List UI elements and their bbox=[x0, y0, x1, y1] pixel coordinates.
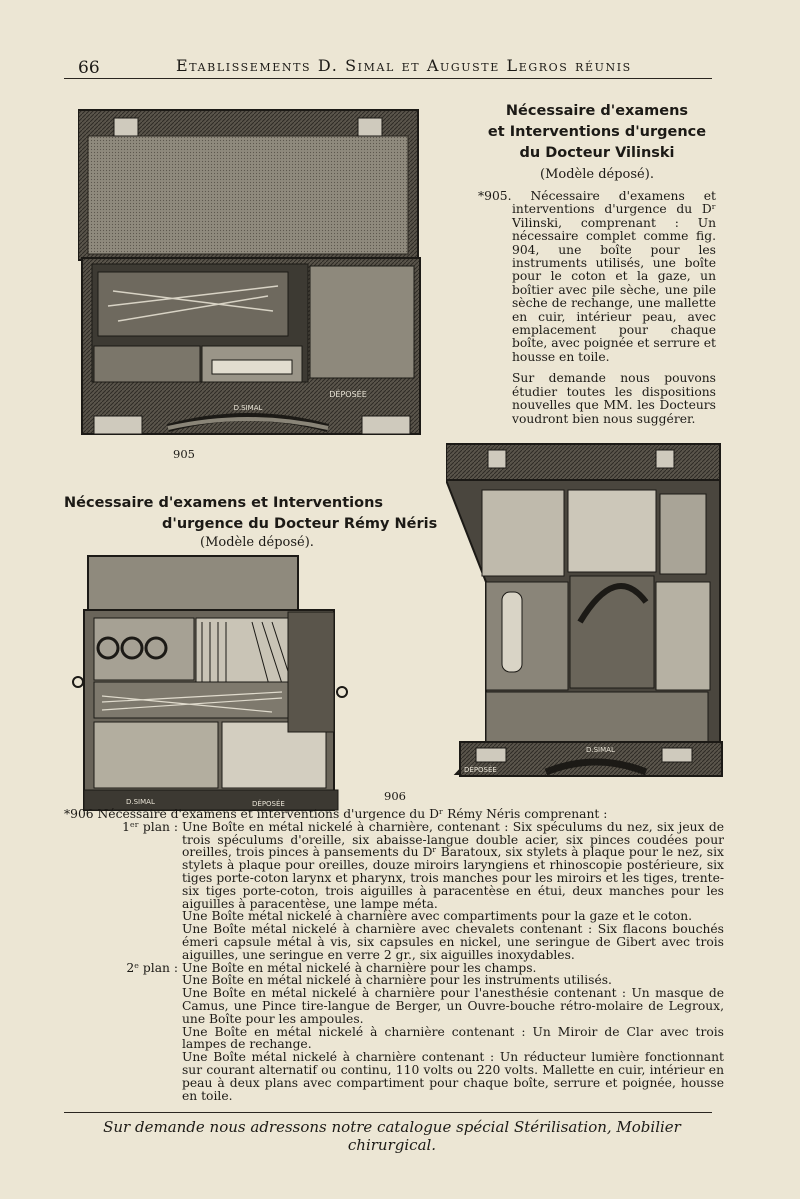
plan-2-item: Une Boîte en métal nickelé à charnière pour les champs. bbox=[182, 960, 537, 975]
plan-2-contents bbox=[182, 962, 724, 1103]
bottom-rule bbox=[64, 1112, 712, 1113]
figure-905-deposit-label: DÉPOSÉE bbox=[329, 390, 367, 399]
plan-2-label: 2ᵉ plan : bbox=[126, 960, 178, 975]
section-905-title-line1: Nécessaire d'examens bbox=[505, 103, 689, 119]
plan-1-label: 1ᵉʳ plan : bbox=[122, 819, 178, 834]
section-906-title-line2: d'urgence du Docteur Rémy Néris bbox=[162, 516, 438, 532]
plan-2 bbox=[64, 962, 724, 1103]
figure-906-open-case-illustration bbox=[72, 552, 348, 812]
running-title: Etablissements D. Simal et Auguste Legros réunis bbox=[176, 56, 632, 75]
footer-note: Sur demande nous adressons notre catalogue spécial Stérilisation, Mobilier chirurgical. bbox=[103, 1118, 681, 1154]
page-number: 66 bbox=[78, 58, 100, 78]
plan-2-item: Une Boîte en métal nickelé à charnière pour les instruments utilisés. bbox=[182, 973, 612, 988]
plan-2-item: Une Boîte en métal nickelé à charnière contenant : Un Miroir de Clar avec trois lampes de rechange. bbox=[182, 1024, 724, 1052]
section-906-title bbox=[64, 493, 449, 550]
plan-1 bbox=[64, 821, 724, 962]
figure-906-second-plan-illustration bbox=[446, 442, 732, 784]
section-906-title-line1: Nécessaire d'examens et Interventions bbox=[64, 495, 384, 511]
item-905-text: *905. Nécessaire d'examens et interventions d'urgence du Dʳ Vilinski, comprenant : Un nécessaire complet comme fig. 904, une boîte pour les instruments utilisés, une boîte pour le coton et la gaze, un boîtier avec pile sèche, une pile sèche de rechange, une mallette en cuir, intérieur peau, avec emplacement pour chaque boîte, avec poignée et serrure et housse en toile. bbox=[478, 189, 716, 364]
section-905-title-line3: du Docteur Vilinski bbox=[519, 145, 675, 161]
item-906-intro: *906 Nécessaire d'examens et interventions d'urgence du Dʳ Rémy Néris comprenant : bbox=[64, 807, 608, 821]
plan-1-contents bbox=[182, 821, 724, 962]
section-906-description bbox=[64, 808, 724, 1102]
item-905-note: Sur demande nous pouvons étudier toutes les dispositions nouvelles que MM. les Docteurs voudront bien nous suggérer. bbox=[512, 371, 716, 426]
plan-1-item: Une Boîte en métal nickelé à charnière, contenant : Six spéculums du nez, six jeux de trois spéculums d'oreille, six abaisse-langue double acier, six pinces coudées pour oreilles, trois pinces à pansements du Dʳ Baratoux, six stylets à plaque pour le nez, six stylets à plaque pour oreilles, douze miroirs laryngiens et rhinoscopie postérieure, six tiges porte-coton larynx et pharynx, trois manches pour les miroirs et les tiges, trente-six tiges porte-coton, trois aiguilles à paracentèse en étui, deux manches pour les aiguilles à paracentèse, une lampe méta. bbox=[182, 819, 724, 911]
figure-905-brand-label: D.SIMAL bbox=[233, 404, 263, 412]
figure-906-left-brand: D.SIMAL bbox=[126, 798, 155, 806]
plan-2-item: Une Boîte métal nickelé à charnière contenant : Un réducteur lumière fonctionnant sur courant alternatif ou continu, 110 volts ou 220 volts. Mallette en cuir, intérieur en peau à deux plans avec compartiment pour chaque boîte, serrure et poignée, housse en toile. bbox=[182, 1050, 724, 1103]
plan-1-item: Une Boîte métal nickelé à charnière avec chevalets contenant : Six flacons bouchés émeri capsule métal à vis, six capsules en nickel, une seringue de Gibert avec trois aiguilles, une seringue en verre 2 gr., six aiguilles inoxydables. bbox=[182, 922, 724, 962]
plan-2-item: Une Boîte en métal nickelé à charnière pour l'anesthésie contenant : Un masque de Camus, une Pince tire-langue de Berger, un Ouvre-bouche rétro-molaire de Legroux, une Boîte pour les ampoules. bbox=[182, 986, 724, 1026]
section-905-title-line2: et Interventions d'urgence bbox=[487, 124, 707, 140]
figure-906-number: 906 bbox=[384, 789, 406, 803]
figure-906-right-brand: D.SIMAL bbox=[586, 746, 615, 754]
section-906-subtitle: (Modèle déposé). bbox=[200, 535, 314, 550]
section-905-subtitle: (Modèle déposé). bbox=[540, 167, 654, 182]
section-905-description bbox=[476, 190, 716, 426]
figure-906-left-deposit: DÉPOSÉE bbox=[252, 800, 285, 808]
section-905-title bbox=[478, 101, 716, 185]
plan-1-item: Une Boîte métal nickelé à charnière avec compartiments pour la gaze et le coton. bbox=[182, 909, 693, 924]
figure-905-number: 905 bbox=[173, 447, 195, 461]
figure-905-case-illustration bbox=[78, 106, 424, 438]
figure-906-right-deposit: DÉPOSÉE bbox=[464, 766, 497, 774]
top-rule bbox=[64, 78, 712, 79]
